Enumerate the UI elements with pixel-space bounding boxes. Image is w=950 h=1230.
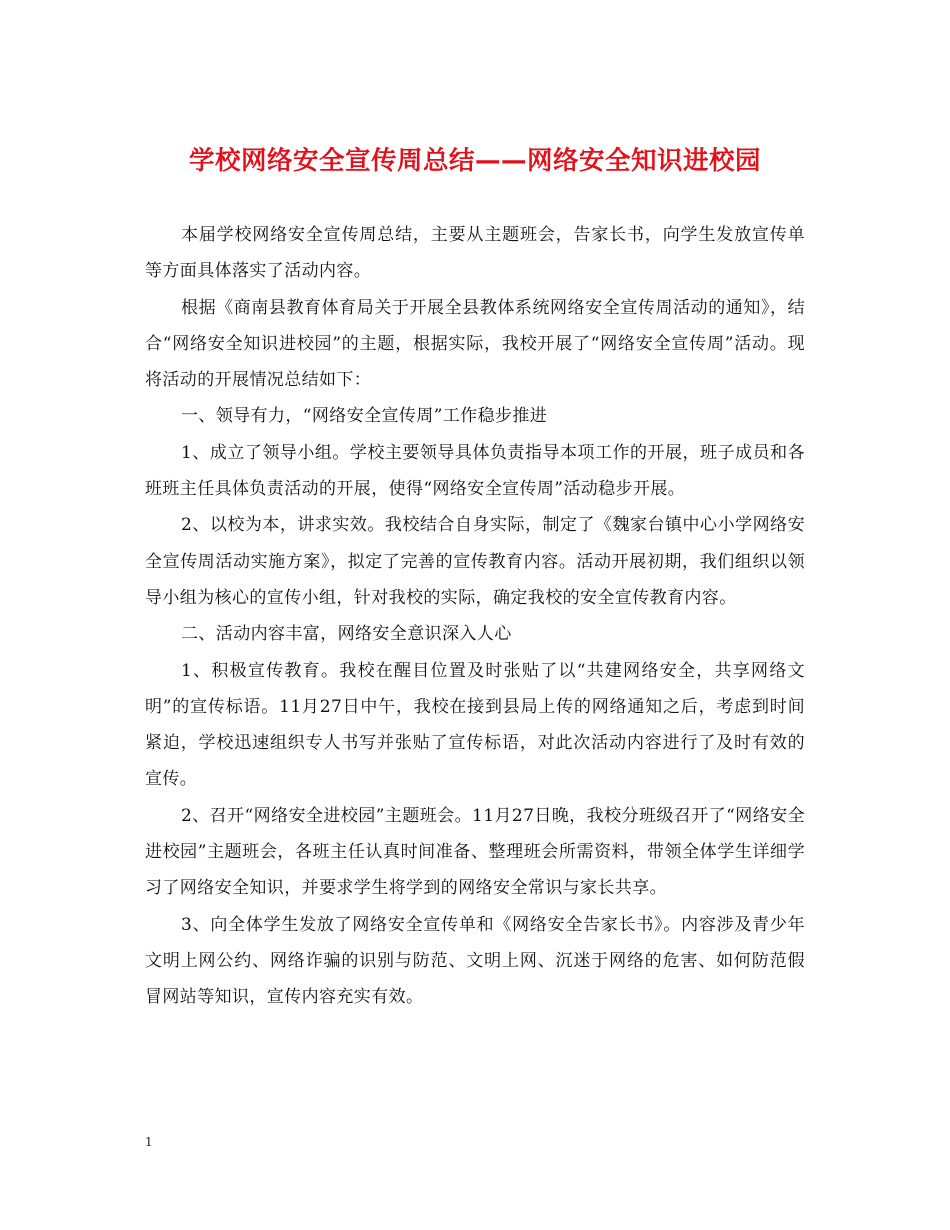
page-number: 1	[145, 1135, 153, 1149]
paragraph-background: 根据《商南县教育体育局关于开展全县教体系统网络安全宣传周活动的通知》，结合“网络安全知识进校园”的主题，根据实际，我校开展了“网络安全宣传周”活动。现将活动的开展情况总结如下：	[145, 297, 805, 391]
paragraph-item: 2、召开“网络安全进校园”主题班会。11月27日晚，我校分班级召开了“网络安全进校园”主题班会，各班主任认真时间准备、整理班会所需资料，带领全体学生详细学习了网络安全知识，并要求学生将学到的网络安全常识与家长共享。	[145, 805, 805, 899]
paragraph-intro: 本届学校网络安全宣传周总结，主要从主题班会，告家长书，向学生发放宣传单等方面具体落实了活动内容。	[145, 225, 805, 282]
section-heading-2: 二、活动内容丰富，网络安全意识深入人心	[181, 624, 512, 645]
paragraph-item: 3、向全体学生发放了网络安全宣传单和《网络安全告家长书》。内容涉及青少年文明上网公约、网络诈骗的识别与防范、文明上网、沉迷于网络的危害、如何防范假冒网站等知识，宣传内容充实有效。	[145, 914, 805, 1008]
paragraph-item: 1、积极宣传教育。我校在醒目位置及时张贴了以“共建网络安全，共享网络文明”的宣传标语。11月27日中午，我校在接到县局上传的网络通知之后，考虑到时间紧迫，学校迅速组织专人书写并张贴了宣传标语，对此次活动内容进行了及时有效的宣传。	[145, 660, 805, 790]
page-title: 学校网络安全宣传周总结——网络安全知识进校园	[188, 146, 761, 176]
section-heading-1: 一、领导有力，“网络安全宣传周”工作稳步推进	[181, 406, 548, 427]
paragraph-item: 2、以校为本，讲求实效。我校结合自身实际，制定了《魏家台镇中心小学网络安全宣传周活动实施方案》，拟定了完善的宣传教育内容。活动开展初期，我们组织以领导小组为核心的宣传小组，针对我校的实际，确定我校的安全宣传教育内容。	[145, 515, 805, 608]
document-body	[145, 217, 805, 1016]
paragraph-item: 1、成立了领导小组。学校主要领导具体负责指导本项工作的开展，班子成员和各班班主任具体负责活动的开展，使得“网络安全宣传周”活动稳步开展。	[145, 442, 805, 500]
